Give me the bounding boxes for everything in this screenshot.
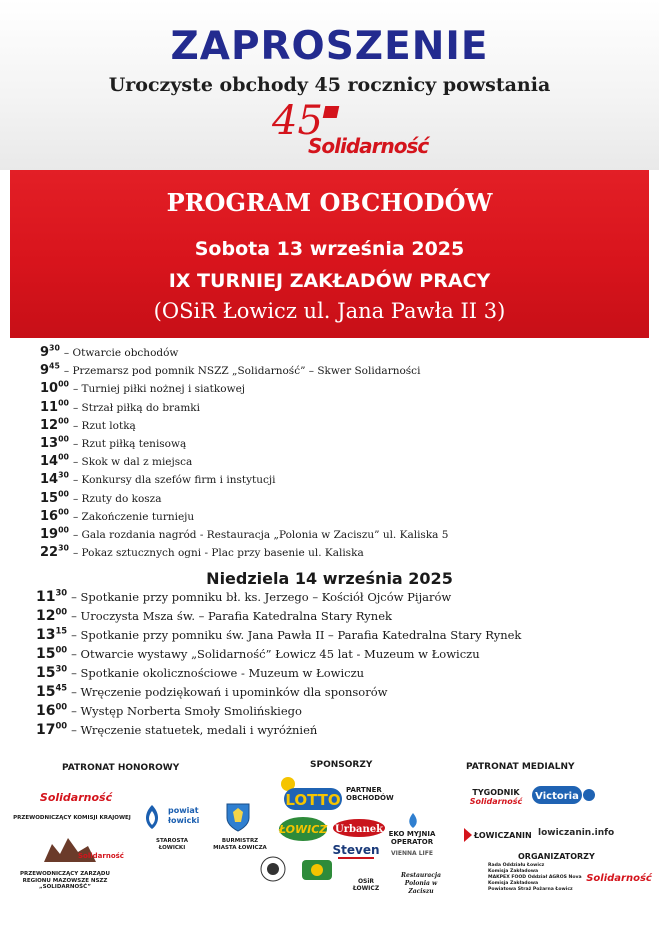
- schedule-hour: 9: [40, 363, 50, 379]
- schedule-hour: 14: [40, 472, 59, 488]
- starosta-label: STAROSTA ŁOWICKI: [156, 838, 188, 851]
- schedule-hour: 15: [36, 684, 56, 700]
- svg-text:Steven: Steven: [332, 843, 380, 857]
- svg-text:TYGODNIK: TYGODNIK: [472, 788, 520, 797]
- schedule-row: [40, 509, 194, 524]
- radio-victoria-logo: [532, 784, 596, 806]
- schedule-hour: 13: [40, 436, 59, 451]
- nszz-solidarnosc-logo: [586, 866, 652, 886]
- schedule-minute: 30: [55, 587, 68, 598]
- schedule-minute: 30: [58, 543, 69, 553]
- powiat-logo-text: powiat łowicki: [168, 806, 200, 826]
- schedule-minute: 45: [55, 682, 68, 693]
- schedule-description: – Spotkanie przy pomniku św. Jana Pawła II – Parafia Katedralna Stary Rynek: [71, 628, 522, 642]
- schedule-row: [40, 491, 161, 506]
- partner-label: PARTNER OBCHODÓW: [346, 786, 394, 803]
- schedule-time: [36, 684, 67, 700]
- schedule-time: [40, 545, 69, 560]
- schedule-time: [36, 703, 67, 719]
- schedule-row: [40, 363, 420, 378]
- schedule-time: [36, 665, 67, 681]
- region-mazowsze-logo: [38, 832, 124, 866]
- schedule-row: [36, 646, 480, 662]
- schedule-description: – Strzał piłką do bramki: [72, 401, 201, 414]
- schedule-row: [36, 608, 392, 624]
- schedule-row: [36, 684, 388, 700]
- schedule-time: [40, 454, 69, 469]
- schedule-time: [40, 381, 69, 396]
- schedule-hour: 16: [40, 508, 59, 524]
- schedule-minute: 00: [58, 398, 69, 408]
- schedule-description: – Zakończenie turnieju: [72, 510, 195, 523]
- schedule-minute: 00: [58, 525, 69, 535]
- schedule-description: – Wręczenie podziękowań i upominków dla sponsorów: [71, 685, 388, 699]
- schedule-row: [40, 381, 245, 396]
- organizer-line: Powiatowa Straż Pożarna Łowicz: [488, 886, 573, 892]
- schedule-description: – Otwarcie obchodów: [63, 347, 179, 359]
- saturday-date: Sobota 13 września 2025: [194, 238, 465, 260]
- schedule-row: [36, 722, 317, 738]
- schedule-hour: 22: [40, 545, 59, 561]
- schedule-time: [40, 418, 69, 433]
- schedule-description: – Rzut piłką tenisową: [72, 438, 187, 450]
- schedule-row: [40, 436, 186, 451]
- schedule-hour: 15: [36, 646, 56, 662]
- schedule-minute: 00: [55, 701, 68, 712]
- schedule-hour: 19: [40, 527, 59, 542]
- schedule-minute: 00: [58, 507, 69, 517]
- schedule-description: – Konkursy dla szefów firm i instytucji: [72, 474, 276, 487]
- organizer-line: Komisja Zakładowa: [488, 868, 539, 874]
- restauracja-label: Restauracja Polonia w Zaciszu: [401, 872, 441, 895]
- schedule-minute: 30: [55, 663, 68, 674]
- lowicz-coat-of-arms-icon: [225, 802, 251, 832]
- schedule-time: [36, 722, 67, 738]
- schedule-row: [40, 345, 178, 360]
- schedule-minute: 00: [55, 606, 68, 617]
- schedule-description: – Pokaz sztucznych ogni - Plac przy basenie ul. Kaliska: [72, 547, 364, 560]
- schedule-row: [36, 589, 451, 605]
- svg-text:Urbanek: Urbanek: [334, 824, 384, 835]
- svg-text:Solidarność: Solidarność: [586, 873, 652, 884]
- solidarnosc-45-logo: [268, 98, 429, 162]
- schedule-time: [36, 646, 67, 662]
- schedule-minute: 00: [55, 644, 68, 655]
- schedule-hour: 14: [40, 454, 59, 470]
- tygodnik-logo: [466, 786, 526, 806]
- schedule-time: [40, 363, 60, 378]
- schedule-row: [40, 454, 192, 469]
- schedule-time: [40, 436, 69, 451]
- schedule-hour: 13: [36, 627, 56, 643]
- urbanek-logo: [332, 818, 386, 838]
- schedule-time: [40, 509, 69, 524]
- sunday-heading: Niedziela 14 września 2025: [206, 569, 453, 588]
- schedule-minute: 45: [49, 361, 60, 371]
- schedule-description: – Wręczenie statuetek, medali i wyróżnień: [71, 723, 318, 737]
- schedule-time: [40, 527, 69, 542]
- organizatorzy-heading: ORGANIZATORZY: [518, 852, 595, 861]
- schedule-row: [40, 545, 364, 560]
- eko-myjnia-icon: [398, 812, 428, 830]
- schedule-description: – Uroczysta Msza św. – Parafia Katedralna Stary Rynek: [71, 609, 392, 623]
- schedule-minute: 15: [55, 625, 68, 636]
- organizer-line: Komisja Zakładowa: [488, 880, 539, 886]
- svg-text:Solidarność: Solidarność: [39, 791, 113, 804]
- schedule-hour: 9: [40, 345, 50, 360]
- schedule-row: [40, 472, 275, 487]
- logo-word: Solidarność: [308, 134, 429, 158]
- powiat-emblem-icon: [140, 803, 164, 831]
- osir-logo-label: OSiR ŁOWICZ: [352, 878, 380, 893]
- solidarnosc-logo: [39, 785, 113, 807]
- schedule-minute: 00: [58, 434, 69, 444]
- invitation-subtitle: Uroczyste obchody 45 rocznicy powstania: [108, 74, 551, 96]
- schedule-description: – Rzut lotką: [72, 419, 136, 432]
- svg-text:ŁOWICZANIN: ŁOWICZANIN: [474, 831, 532, 840]
- venue: (OSiR Łowicz ul. Jana Pawła II 3): [153, 299, 506, 323]
- organizer-line: MAKPEX FOOD Oddział AGROS Nova: [488, 874, 582, 880]
- schedule-row: [40, 400, 200, 415]
- patronat-medialny-heading: PATRONAT MEDIALNY: [466, 762, 575, 772]
- schedule-row: [40, 527, 448, 542]
- schedule-minute: 00: [58, 416, 69, 426]
- schedule-row: [36, 703, 302, 719]
- przewodniczacy-regionu-label: PRZEWODNICZĄCY ZARZĄDU REGIONU MAZOWSZE NSZZ „SOLIDARNOŚĆ”: [20, 871, 110, 891]
- schedule-time: [40, 472, 69, 487]
- patronat-honorowy-heading: PATRONAT HONOROWY: [62, 763, 180, 773]
- schedule-time: [36, 589, 67, 605]
- burmistrz-label: BURMISTRZ MIASTA ŁOWICZA: [213, 838, 267, 851]
- schedule-time: [36, 627, 67, 643]
- tournament-title: IX TURNIEJ ZAKŁADÓW PRACY: [168, 270, 491, 292]
- lowicz-dairy-logo: [278, 816, 328, 842]
- przewodniczacy-krajowy-label: PRZEWODNICZĄCY KOMISJI KRAJOWEJ: [13, 815, 131, 821]
- schedule-hour: 15: [36, 665, 56, 681]
- schedule-description: – Spotkanie przy pomniku bł. ks. Jerzego – Kościół Ojców Pijarów: [71, 590, 452, 604]
- schedule-hour: 11: [36, 589, 56, 605]
- logo-flag-icon: [323, 106, 340, 118]
- schedule-hour: 10: [40, 381, 59, 397]
- schedule-hour: 17: [36, 722, 56, 738]
- schedule-hour: 12: [36, 608, 56, 624]
- schedule-time: [40, 345, 60, 360]
- sponsor-round-logo: [260, 856, 286, 882]
- svg-text:ŁOWICZ: ŁOWICZ: [278, 823, 328, 836]
- schedule-description: – Przemarsz pod pomnik NSZZ „Solidarność” – Skwer Solidarności: [63, 365, 421, 378]
- schedule-minute: 00: [58, 380, 69, 390]
- vienna-life-label: VIENNA LIFE: [390, 850, 433, 857]
- program-heading: PROGRAM OBCHODÓW: [166, 188, 493, 217]
- lowiczanin-info-label: lowiczanin.info: [538, 828, 615, 838]
- schedule-minute: 30: [58, 471, 69, 481]
- schedule-time: [40, 400, 69, 415]
- schedule-minute: 00: [55, 720, 68, 731]
- schedule-hour: 11: [40, 399, 59, 415]
- logo-number: 45: [272, 98, 323, 144]
- steven-logo: [334, 842, 378, 862]
- invitation-title: ZAPROSZENIE: [170, 24, 489, 69]
- schedule-description: – Gala rozdania nagród - Restauracja „Polonia w Zaciszu” ul. Kaliska 5: [72, 529, 449, 541]
- schedule-time: [36, 608, 67, 624]
- svg-text:LOTTO: LOTTO: [285, 791, 341, 809]
- schedule-description: – Skok w dal z miejsca: [72, 456, 193, 469]
- schedule-time: [40, 491, 69, 506]
- schedule-description: – Występ Norberta Smoły Smolińskiego: [71, 704, 302, 718]
- schedule-hour: 16: [36, 703, 56, 719]
- schedule-description: – Otwarcie wystawy „Solidarność” Łowicz 45 lat - Muzeum w Łowiczu: [71, 647, 480, 661]
- schedule-minute: 00: [58, 452, 69, 462]
- schedule-description: – Rzuty do kosza: [72, 492, 162, 505]
- svg-text:Solidarność: Solidarność: [469, 797, 523, 806]
- schedule-row: [40, 418, 136, 433]
- schedule-row: [36, 665, 364, 681]
- schedule-minute: 00: [58, 489, 69, 499]
- schedule-row: [36, 627, 521, 643]
- lowicz-sponsor-logo: [300, 858, 334, 882]
- lowiczanin-logo: [462, 826, 532, 844]
- lotto-logo: [278, 774, 346, 814]
- svg-text:Solidarność: Solidarność: [78, 852, 124, 860]
- organizer-line: Rada Oddziału Łowicz: [488, 863, 545, 868]
- schedule-minute: 30: [49, 343, 60, 353]
- schedule-description: – Turniej piłki nożnej i siatkowej: [72, 383, 246, 396]
- schedule-hour: 15: [40, 490, 59, 506]
- svg-text:Victoria: Victoria: [535, 791, 579, 802]
- eko-myjnia-label: EKO MYJNIA OPERATOR: [388, 830, 436, 847]
- organizers-list: [488, 863, 598, 893]
- schedule-hour: 12: [40, 417, 59, 433]
- schedule-description: – Spotkanie okolicznościowe - Muzeum w Łowiczu: [71, 666, 365, 680]
- sponsorzy-heading: SPONSORZY: [310, 760, 373, 770]
